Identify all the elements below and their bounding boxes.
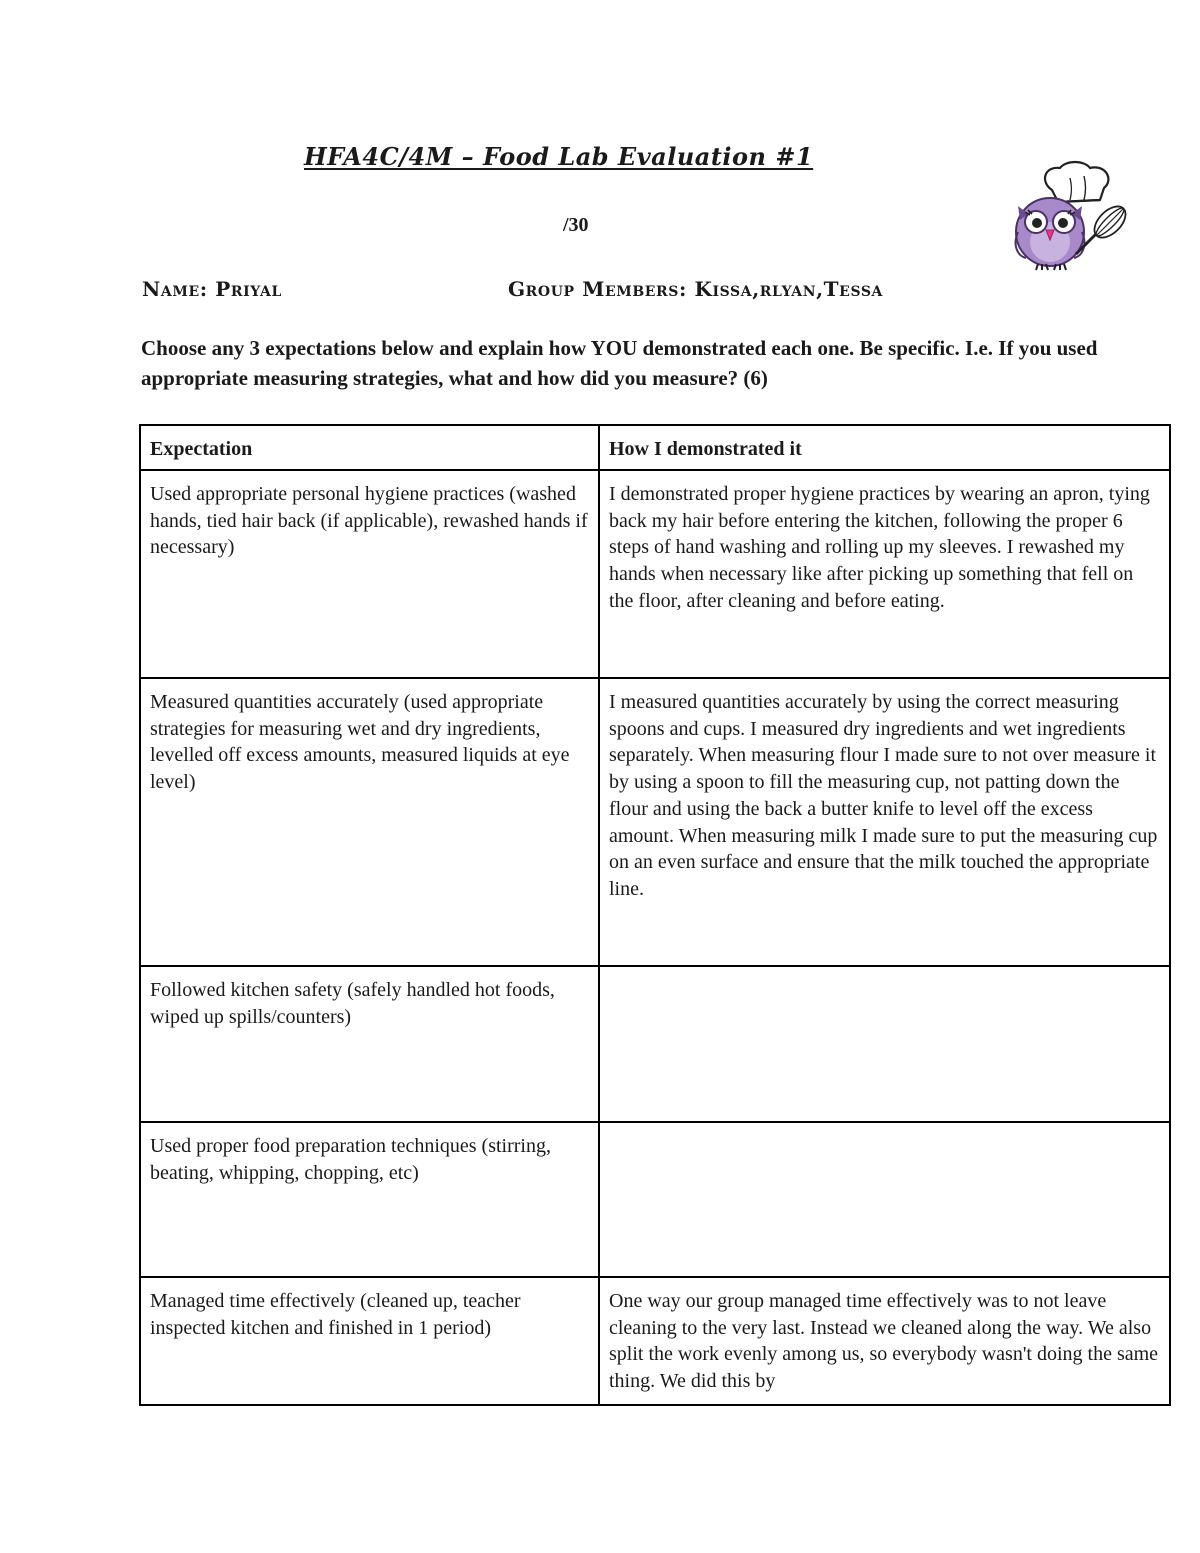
score-total: /30 bbox=[563, 214, 589, 236]
response-cell: I measured quantities accurately by using the correct measuring spoons and cups. I measured dry ingredients and wet ingredients separately. When measuring flour I made sure to not over measure it by using a spoon to fill the measuring cup, not patting down the flour and using the back a butter knife to level off the excess amount. When measuring milk I made sure to put the measuring cup on an even surface and ensure that the milk touched the appropriate line. bbox=[599, 678, 1170, 966]
response-cell: I demonstrated proper hygiene practices by wearing an apron, tying back my hair before entering the kitchen, following the proper 6 steps of hand washing and rolling up my sleeves. I rewashed my hands when necessary like after picking up something that fell on the floor, after cleaning and before eating. bbox=[599, 470, 1170, 678]
table-row bbox=[140, 1277, 1170, 1405]
table-row bbox=[140, 470, 1170, 678]
instructions: Choose any 3 expectations below and explain how YOU demonstrated each one. Be specific. I.e. If you used appropriate measuring strategies, what and how did you measure? (6) bbox=[141, 336, 1098, 390]
expectation-cell bbox=[140, 1277, 599, 1405]
student-name: Name: Priyal bbox=[142, 277, 282, 301]
table-row bbox=[140, 1122, 1170, 1277]
expectation-text: Managed time effectively (cleaned up, teacher inspected kitchen and finished in 1 period) bbox=[150, 1290, 521, 1339]
evaluation-table bbox=[139, 424, 1171, 1406]
header-how-demonstrated: How I demonstrated it bbox=[599, 425, 1170, 470]
response-cell bbox=[599, 1122, 1170, 1277]
expectation-cell: Used appropriate personal hygiene practices (washed hands, tied hair back (if applicable), rewashed hands if necessary) bbox=[140, 470, 599, 678]
expectation-cell: Followed kitchen safety (safely handled hot foods, wiped up spills/counters) bbox=[140, 966, 599, 1122]
expectation-cell: Measured quantities accurately (used appropriate strategies for measuring wet and dry ingredients, levelled off excess amounts, measured liquids at eye level) bbox=[140, 678, 599, 966]
response-cell bbox=[599, 966, 1170, 1122]
response-text: One way our group managed time effectively was to not leave cleaning to the very last. Instead we cleaned along the way. We also split the work evenly among us, so everybody wasn't doing the same thing. We did this by bbox=[609, 1290, 1159, 1393]
response-cell bbox=[599, 1277, 1170, 1405]
table-row bbox=[140, 966, 1170, 1122]
expectation-cell: Used proper food preparation techniques (stirring, beating, whipping, chopping, etc) bbox=[140, 1122, 599, 1277]
header-expectation: Expectation bbox=[140, 425, 599, 470]
table-row bbox=[140, 678, 1170, 966]
chef-owl-icon bbox=[1010, 160, 1140, 272]
document-title: HFA4C/4M – Food Lab Evaluation #1 bbox=[304, 142, 814, 171]
table-header-row bbox=[140, 425, 1170, 470]
group-members: Group Members: Kissa,rlyan,Tessa bbox=[508, 277, 884, 301]
